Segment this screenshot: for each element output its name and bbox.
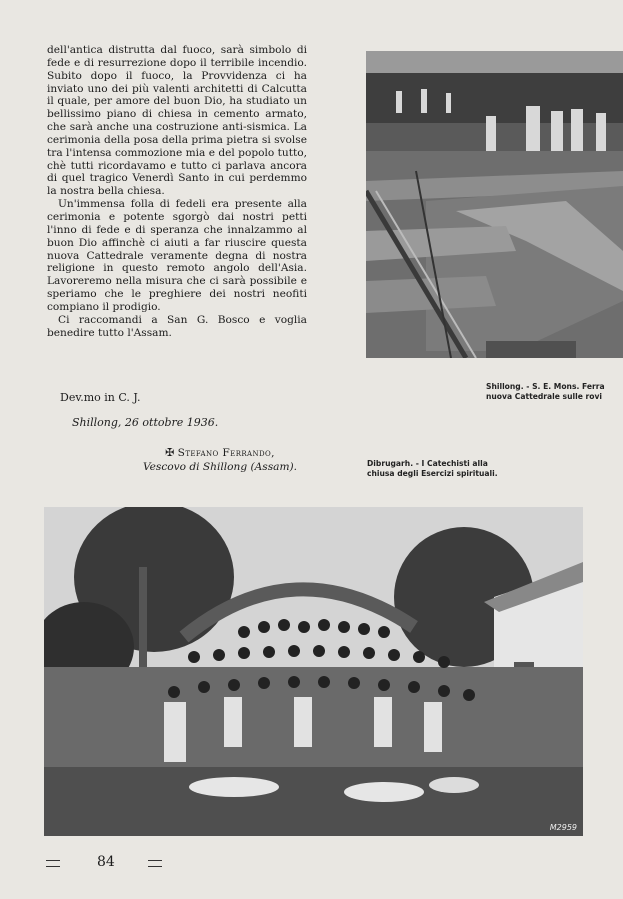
paragraph-1: dell'antica distrutta dal fuoco, sarà simbolo di fede e di resurrezione dopo il terribile incendio. Subito dopo il fuoco, la Provvidenza ci ha inviato uno dei più valenti architetti di Calcutta il quale, per amore del buon Dio, ha studiato un bellissimo piano di chiesa in cemento armato, che sarà anche una costruzione anti-sismica. La cerimonia della posa della prima pietra si svolse tra l'intensa commozione mia e del popolo tutto, chè tutti ricordavamo e tutto ci parlava ancora di quel tragico Venerdì Santo in cui perdemmo la nostra bella chiesa. (47, 44, 307, 198)
photo-id-label: M2959 (549, 823, 577, 832)
signature-title: Vescovo di Shillong (Assam). (142, 461, 298, 473)
catechists-group-photo (44, 507, 583, 836)
top-caption-line-2: nuova Cattedrale sulle rovi (486, 392, 602, 401)
signature-name: Stefano Ferrando, (177, 447, 275, 459)
right-ornament (148, 860, 162, 867)
top-photo-caption (486, 382, 605, 402)
paragraph-3: Ci raccomandi a San G. Bosco e voglia benedire tutto l'Assam. (47, 313, 307, 339)
cross-icon: ✠ (165, 446, 175, 459)
cathedral-photo-illustration (366, 51, 623, 358)
bottom-photo-caption (367, 459, 498, 479)
bottom-caption-line-2: chiusa degli Esercizi spirituali. (367, 469, 498, 478)
cathedral-foundation-photo (366, 51, 623, 358)
left-ornament (46, 860, 60, 867)
page-number: 84 (97, 854, 115, 870)
place-date: Shillong, 26 ottobre 1936. (72, 416, 219, 429)
bottom-caption-line-1: Dibrugarh. - I Catechisti alla (367, 459, 488, 468)
signature-block (120, 446, 320, 473)
group-photo-illustration (44, 507, 583, 836)
closing-salutation: Dev.mo in C. J. (60, 391, 141, 404)
top-caption-line-1: Shillong. - S. E. Mons. Ferra (486, 382, 605, 391)
paragraph-2: Un'immensa folla di fedeli era presente alla cerimonia e potente sgorgò dai nostri petti l'inno di fede e di speranza che innalzammo al buon Dio affinchè ci aiuti a far riuscire questa nuova Cattedrale veramente degna di nostra religione in questo remoto angolo dell'Asia. Lavoreremo nella misura che ci sarà possibile e speriamo che le preghiere dei nostri neofiti compiano il prodigio. (47, 198, 307, 313)
article-text (47, 44, 307, 339)
